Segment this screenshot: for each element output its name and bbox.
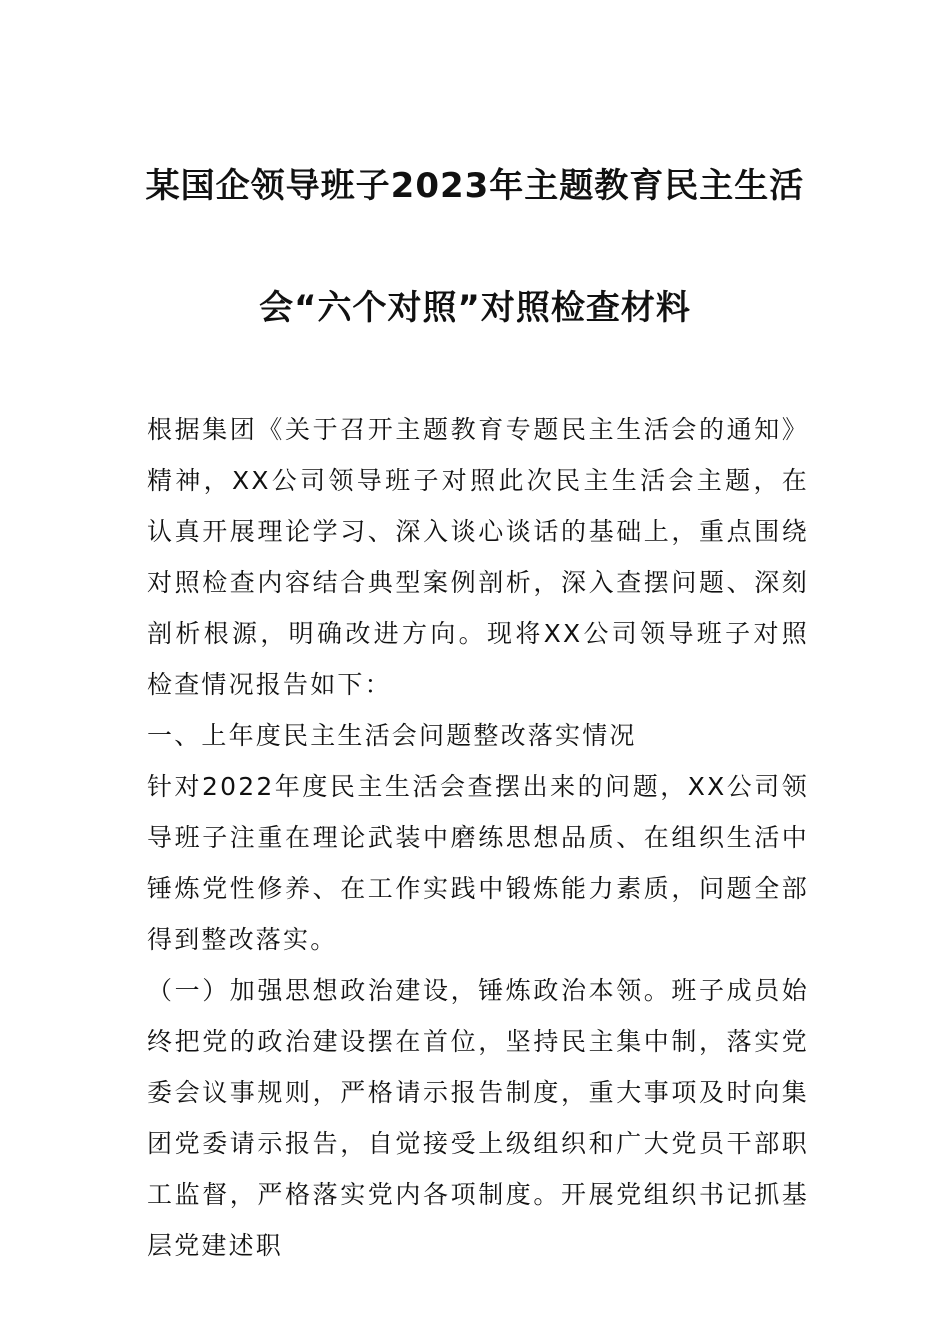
section-1-paragraph: 针对2022年度民主生活会查摆出来的问题，XX公司领导班子注重在理论武装中磨练思想品质、在组织生活中锤炼党性修养、在工作实践中锻炼能力素质，问题全部得到整改落实。 bbox=[147, 772, 809, 954]
document-title-line-2: 会“六个对照”对照检查材料 bbox=[259, 288, 691, 328]
intro-paragraph: 根据集团《关于召开主题教育专题民主生活会的通知》精神，XX公司领导班子对照此次民主生活会主题，在认真开展理论学习、深入谈心谈话的基础上，重点围绕对照检查内容结合典型案例剖析，深入查摆问题、深刻剖析根源，明确改进方向。现将XX公司领导班子对照检查情况报告如下： bbox=[147, 415, 809, 699]
section-heading-1: 一、上年度民主生活会问题整改落实情况 bbox=[147, 721, 637, 750]
document-title-line-1: 某国企领导班子2023年主题教育民主生活 bbox=[145, 166, 805, 206]
subsection-1-paragraph: （一）加强思想政治建设，锤炼政治本领。班子成员始终把党的政治建设摆在首位，坚持民主集中制，落实党委会议事规则，严格请示报告制度，重大事项及时向集团党委请示报告，自觉接受上级组织和广大党员干部职工监督，严格落实党内各项制度。开展党组织书记抓基层党建述职 bbox=[147, 976, 809, 1260]
document-body bbox=[147, 404, 809, 1271]
